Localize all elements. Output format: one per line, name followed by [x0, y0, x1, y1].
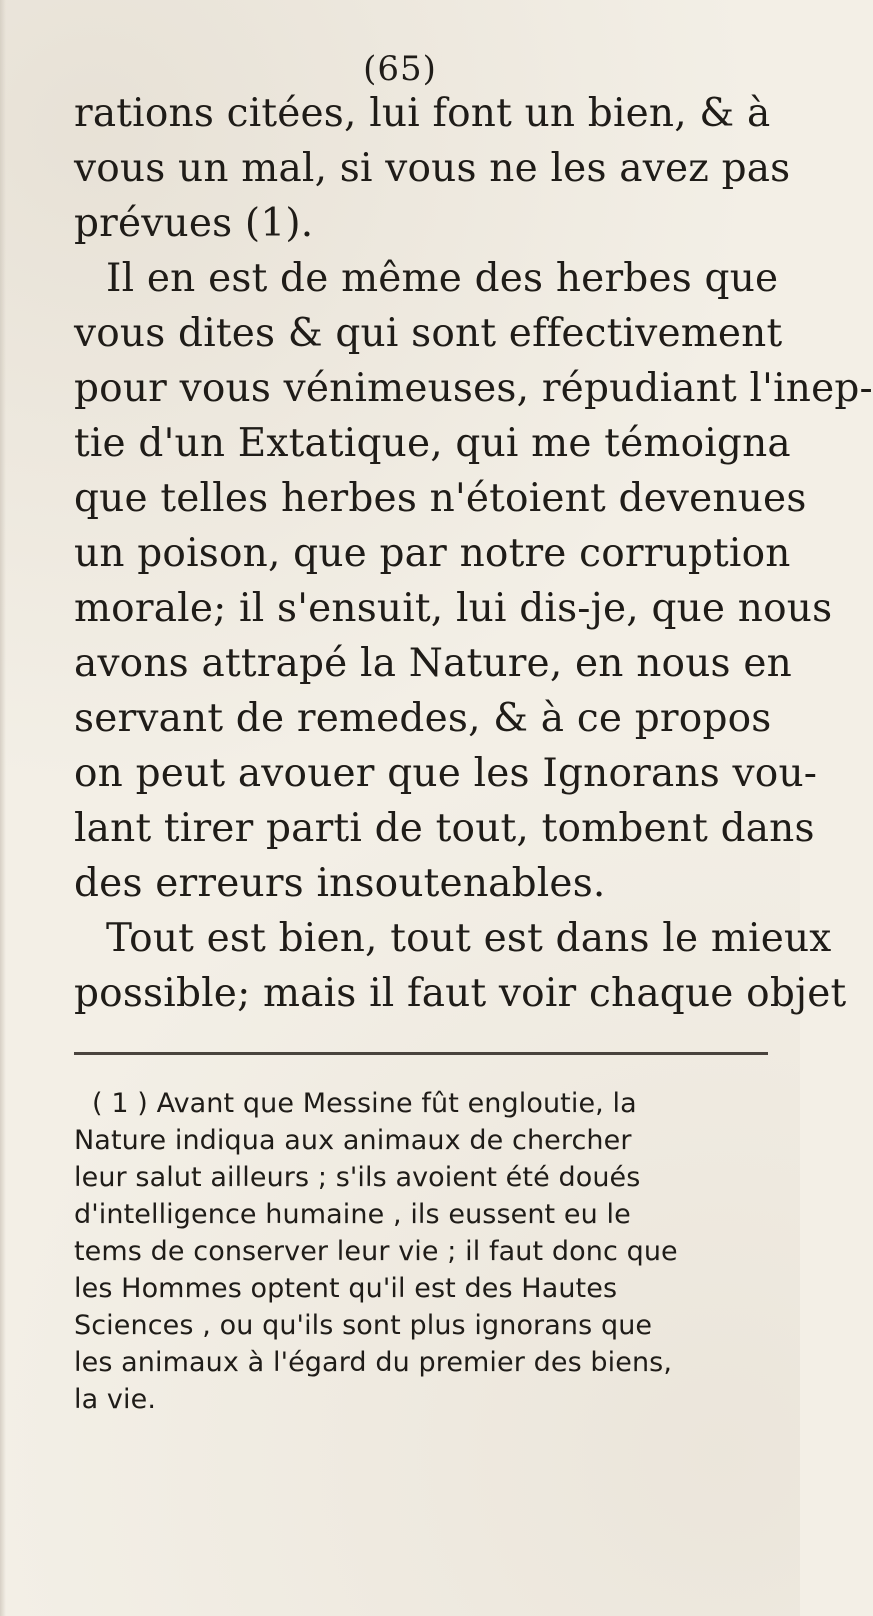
page-edge-shadow — [0, 0, 6, 1616]
page-number: (65) — [363, 49, 437, 89]
footnote-line: d'intelligence humaine , ils eussent eu le — [74, 1199, 631, 1230]
body-line: des erreurs insoutenables. — [74, 861, 606, 906]
footnote-line: Nature indiqua aux animaux de chercher — [74, 1125, 632, 1156]
body-line: vous un mal, si vous ne les avez pas — [74, 146, 791, 191]
footnote-line: tems de conserver leur vie ; il faut donc que — [74, 1236, 678, 1267]
body-line: Tout est bien, tout est dans le mieux — [106, 916, 832, 961]
body-line: que telles herbes n'étoient devenues — [74, 476, 807, 521]
body-line: prévues (1). — [74, 201, 314, 246]
body-line: morale; il s'ensuit, lui dis-je, que nous — [74, 586, 833, 631]
footnote-separator-rule — [74, 1052, 768, 1055]
body-line: Il en est de même des herbes que — [106, 256, 779, 301]
footnote-line: les Hommes optent qu'il est des Hautes — [74, 1273, 618, 1304]
footnote-line: les animaux à l'égard du premier des biens, — [74, 1347, 673, 1378]
body-line: on peut avouer que les Ignorans vou- — [74, 751, 818, 796]
body-line: servant de remedes, & à ce propos — [74, 696, 772, 741]
body-line: possible; mais il faut voir chaque objet — [74, 971, 847, 1016]
footnote-line: leur salut ailleurs ; s'ils avoient été doués — [74, 1162, 641, 1193]
footnote-line: ( 1 ) Avant que Messine fût engloutie, la — [92, 1088, 637, 1119]
body-line: avons attrapé la Nature, en nous en — [74, 641, 792, 686]
footnote-block — [74, 1085, 768, 1418]
body-line: lant tirer parti de tout, tombent dans — [74, 806, 815, 851]
body-line: vous dites & qui sont effectivement — [74, 311, 783, 356]
body-line: un poison, que par notre corruption — [74, 531, 791, 576]
footnote-line: la vie. — [74, 1384, 157, 1415]
main-text-block — [74, 86, 873, 1021]
body-line: pour vous vénimeuses, répudiant l'inep- — [74, 366, 873, 411]
body-line: tie d'un Extatique, qui me témoigna — [74, 421, 791, 466]
footnote-line: Sciences , ou qu'ils sont plus ignorans que — [74, 1310, 653, 1341]
body-line: rations citées, lui font un bien, & à — [74, 91, 771, 136]
